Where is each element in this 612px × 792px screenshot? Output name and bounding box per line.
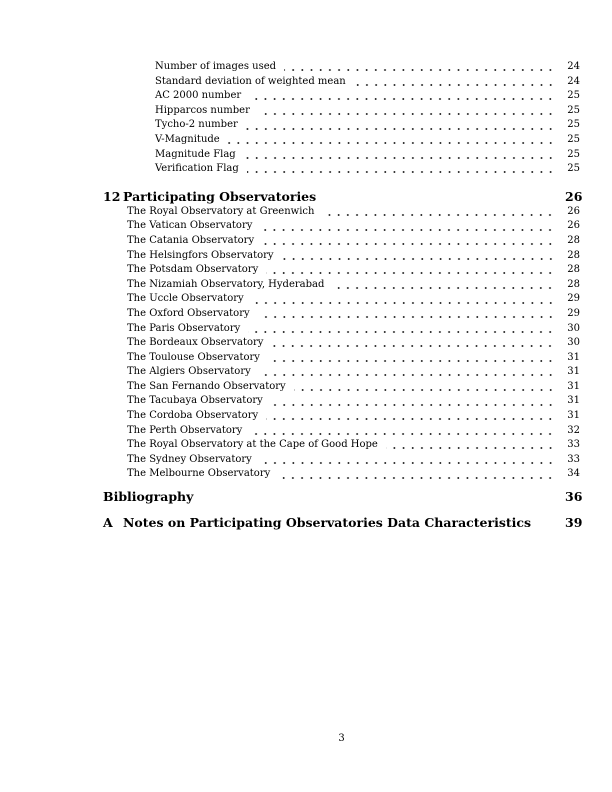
toc-entry-page: 29 [567, 307, 580, 319]
bibliography-page: 36 [565, 489, 583, 505]
toc-entry-label: The Potsdam Observatory [127, 264, 259, 276]
toc-entry [103, 453, 580, 468]
toc-entry [103, 336, 580, 351]
toc-entry-label: The Vatican Observatory [127, 220, 253, 232]
heading-spacer [316, 189, 565, 205]
dot-leader [256, 365, 555, 380]
toc-entry [103, 467, 580, 482]
heading-spacer [193, 489, 565, 505]
toc-entry-page: 30 [567, 322, 580, 334]
dot-leader [281, 60, 555, 75]
toc-entry-page: 31 [567, 395, 580, 407]
toc-entry-label: V-Magnitude [155, 133, 220, 145]
toc-entry [103, 148, 580, 163]
toc-entry [103, 278, 580, 293]
toc-entry-page: 30 [567, 337, 580, 349]
dot-leader [257, 453, 555, 468]
toc-bibliography-heading [103, 489, 583, 505]
toc-entry-label: The Paris Observatory [127, 322, 241, 334]
toc-entry-page: 28 [567, 264, 580, 276]
dot-leader [244, 162, 555, 177]
toc-entry-label: The Uccle Observatory [127, 293, 244, 305]
toc-entry [103, 322, 580, 337]
toc-entry [103, 380, 580, 395]
appendix-page: 39 [565, 515, 583, 531]
dot-leader [246, 89, 555, 104]
toc-entry-label: Verification Flag [155, 163, 239, 175]
dot-leader [319, 205, 555, 220]
toc-entry-page: 24 [567, 61, 580, 72]
toc-entry-label: The Sydney Observatory [127, 453, 252, 465]
toc-entry [103, 365, 580, 380]
toc-entry-label: The Perth Observatory [127, 424, 243, 436]
dot-leader [255, 104, 555, 119]
dot-leader [243, 118, 555, 133]
toc-entry [103, 263, 580, 278]
toc-entry-label: AC 2000 number [155, 90, 242, 102]
toc-entry-page: 25 [567, 119, 580, 131]
dot-leader [255, 307, 555, 322]
toc-entry-page: 31 [567, 366, 580, 378]
toc-entry [103, 424, 580, 439]
section-title: Participating Observatories [123, 188, 317, 204]
toc-entry-label: The Toulouse Observatory [127, 351, 260, 363]
toc-entry [103, 60, 580, 75]
toc-entry-label: The Oxford Observatory [127, 307, 250, 319]
toc-entry-page: 25 [567, 148, 580, 160]
toc-entry-page: 34 [567, 468, 580, 480]
toc-entry [103, 394, 580, 409]
toc-entry-page: 31 [567, 410, 580, 422]
dot-leader [245, 322, 555, 337]
toc-entry [103, 292, 580, 307]
dot-leader [257, 219, 555, 234]
toc-entry-page: 33 [567, 453, 580, 465]
toc-entry-page: 25 [567, 90, 580, 102]
toc-entry-label: Number of images used [155, 61, 277, 72]
toc-entry [103, 118, 580, 133]
toc-section-heading [103, 188, 583, 205]
toc-entry-label: The Algiers Observatory [127, 366, 251, 378]
toc-entry-label: Hipparcos number [155, 104, 250, 116]
dot-leader [268, 394, 555, 409]
toc-entry [103, 205, 580, 220]
dot-leader [265, 351, 555, 366]
toc-entry-page: 25 [567, 163, 580, 175]
toc-entry-label: Tycho-2 number [155, 119, 238, 131]
toc-entry-label: The Royal Observatory at the Cape of Good Hope [127, 439, 378, 451]
dot-leader [291, 380, 555, 395]
dot-leader [263, 263, 555, 278]
toc-entry-page: 24 [567, 75, 580, 87]
toc-entry-label: Magnitude Flag [155, 148, 236, 160]
dot-leader [329, 278, 555, 293]
appendix-letter: A [103, 515, 113, 531]
dot-leader [268, 336, 555, 351]
section-page: 26 [565, 188, 583, 204]
toc-entry-page: 25 [567, 104, 580, 116]
toc-entry-label: The San Fernando Observatory [127, 380, 286, 392]
toc-entry-page: 28 [567, 249, 580, 261]
toc-entry-page: 25 [567, 133, 580, 145]
toc-entry-page: 26 [567, 205, 580, 217]
toc-entry-label: The Royal Observatory at Greenwich [127, 205, 315, 217]
toc-entry-page: 31 [567, 380, 580, 392]
toc-entry [103, 89, 580, 104]
heading-spacer [531, 515, 565, 531]
toc-entry [103, 104, 580, 119]
toc-entry [103, 219, 580, 234]
toc-entry-label: The Nizamiah Observatory, Hyderabad [127, 278, 325, 290]
toc-entry-label: The Helsingfors Observatory [127, 249, 274, 261]
toc-entry-label: The Tacubaya Observatory [127, 395, 263, 407]
toc-entry-page: 33 [567, 439, 580, 451]
toc-entry-label: The Melbourne Observatory [127, 468, 271, 480]
toc-entry [103, 162, 580, 177]
bibliography-title: Bibliography [103, 489, 194, 505]
table-of-contents [103, 60, 583, 531]
toc-entry-page: 28 [567, 234, 580, 246]
toc-entry-label: The Catania Observatory [127, 234, 255, 246]
dot-leader [225, 133, 555, 148]
dot-leader [279, 249, 555, 264]
toc-entry-page: 26 [567, 220, 580, 232]
dot-leader [351, 75, 555, 90]
dot-leader [247, 424, 555, 439]
dot-leader [263, 409, 555, 424]
dot-leader [259, 234, 555, 249]
toc-entry [103, 409, 580, 424]
section-number: 12 [103, 188, 121, 204]
dot-leader [275, 467, 555, 482]
toc-entry [103, 133, 580, 148]
toc-entry [103, 249, 580, 264]
toc-entry [103, 307, 580, 322]
toc-entry-page: 32 [567, 424, 580, 436]
dot-leader [241, 148, 555, 163]
toc-entry-label: Standard deviation of weighted mean [155, 75, 346, 87]
toc-entry [103, 75, 580, 90]
toc-entry [103, 351, 580, 366]
toc-entry-label: The Bordeaux Observatory [127, 337, 264, 349]
toc-entry-page: 31 [567, 351, 580, 363]
toc-entry-page: 29 [567, 293, 580, 305]
dot-leader [383, 438, 555, 453]
toc-entry-label: The Cordoba Observatory [127, 410, 259, 422]
toc-entry-page: 28 [567, 278, 580, 290]
toc-entry [103, 438, 580, 453]
dot-leader [249, 292, 555, 307]
toc-appendix-heading [103, 515, 583, 531]
page-number-footer: 3 [338, 733, 345, 744]
appendix-title: Notes on Participating Observatories Data Characteristics [123, 515, 532, 531]
toc-entry [103, 234, 580, 249]
